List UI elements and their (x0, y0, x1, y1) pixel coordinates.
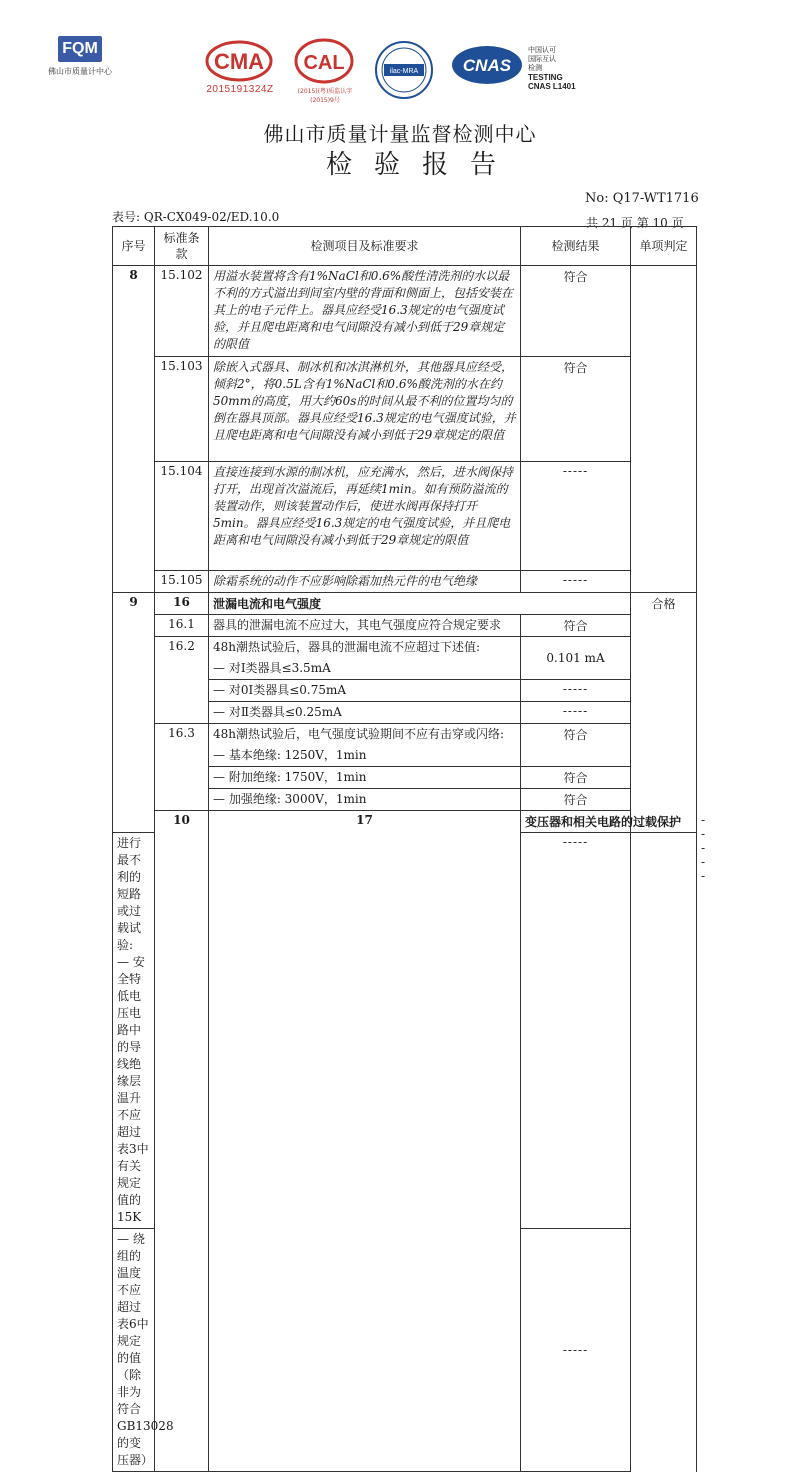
result-cell: ----- (521, 702, 631, 724)
clause-cell: 15.102 (155, 266, 209, 357)
cal-logo (294, 38, 354, 84)
section-title: 变压器和相关电路的过载保护 (521, 811, 697, 833)
clause-cell: 16.2 (155, 637, 209, 724)
item-cell: 除霜系统的动作不应影响除霜加热元件的电气绝缘 (209, 571, 521, 593)
fqm-subtitle: 佛山市质量计中心 (48, 67, 112, 76)
col-seq: 序号 (113, 227, 155, 266)
table-row (113, 266, 697, 357)
cma-logo (205, 40, 273, 82)
report-title: 检验报告 (325, 150, 518, 180)
table-row (113, 724, 697, 746)
col-clause: 标准条款 (155, 227, 209, 266)
col-item: 检测项目及标准要求 (209, 227, 521, 266)
organization-name: 佛山市质量计量监督检测中心 (263, 122, 537, 146)
cma-mark: CMA (213, 49, 265, 74)
item-cell: 直接连接到水源的制冰机，应充满水，然后，进水阀保持打开，出现首次溢流后，再延续1min。如有预防溢流的装置动作，则该装置动作后，使进水阀再保持打开5min。器具应经受16.3规定的电气强度试验，并且爬电距离和电气间隙没有减小到低于29章规定的限值 (209, 462, 521, 571)
cnas-mark: CNAS (462, 56, 512, 75)
item-cell: — 对Ⅱ类器具≤0.25mA (209, 702, 521, 724)
page-info: 共 21 页 第 10 页 (586, 216, 684, 230)
item-cell: 器具的泄漏电流不应过大，其电气强度应符合规定要求 (209, 615, 521, 637)
clause-cell: 15.105 (155, 571, 209, 593)
seq-cell: 9 (113, 593, 155, 833)
table-row (113, 462, 697, 571)
cal-number: (2015)(粤)质监认字(2015)9号 (297, 88, 353, 104)
seq-cell: 8 (113, 266, 155, 593)
seq-cell: 10 (155, 811, 209, 1472)
item-cell: — 附加绝缘: 1750V，1min (209, 767, 521, 789)
clause-cell: 16 (155, 593, 209, 615)
clause-cell: 16.3 (155, 724, 209, 811)
table-row (113, 615, 697, 637)
ilac-seal-logo (374, 40, 434, 100)
table-row (113, 593, 697, 615)
result-cell: ----- (521, 571, 631, 593)
item-cell: — 绕组的温度不应超过表6中规定的值（除非为符合GB13028的变压器） (113, 1229, 155, 1472)
item-cell: 用溢水装置将含有1%NaCl和0.6%酸性清洗剂的水以最不利的方式溢出到间室内壁的背面和侧面上，包括安装在其上的电子元件上。器具应经受16.3规定的电气强度试验，并且爬电距离和电气间隙没有减小到低于29章规定的限值 (209, 266, 521, 357)
item-cell: — 加强绝缘: 3000V，1min (209, 789, 521, 811)
fqm-logo: FQM (58, 36, 102, 62)
result-cell: 符合 (521, 357, 631, 462)
item-sub: — 安全特低电压电路中的导线绝缘层温升不应超过表3中有关规定值的15K (117, 955, 149, 1224)
result-cell: 0.101 mA (521, 637, 631, 680)
result-cell: 符合 (521, 767, 631, 789)
table-row: 10 17 变压器和相关电路的过载保护 ----- (113, 811, 697, 833)
item-intro: 进行最不利的短路或过载试验: (117, 836, 142, 952)
result-cell: ----- (521, 462, 631, 571)
seal-mark: ilac-MRA (389, 68, 419, 75)
item-cell (113, 833, 155, 1229)
result-cell: 符合 (521, 615, 631, 637)
item-cell: 48h潮热试验后，电气强度试验期间不应有击穿或闪络: (209, 724, 521, 746)
result-cell: ----- (521, 833, 631, 1229)
col-result: 检测结果 (521, 227, 631, 266)
table-row (113, 571, 697, 593)
clause-cell: 15.103 (155, 357, 209, 462)
result-cell: ----- (521, 680, 631, 702)
item-cell: — 对0Ⅰ类器具≤0.75mA (209, 680, 521, 702)
result-cell: 符合 (521, 266, 631, 357)
judgement-cell: 合格 (631, 593, 697, 833)
form-number: 表号: QR-CX049-02/ED.10.0 (112, 210, 280, 224)
item-cell: 除嵌入式器具、制冰机和冰淇淋机外，其他器具应经受，倾斜2°，将0.5L含有1%NaCl和0.6%酸洗剂的水在约50mm的高度，用大约60s的时间从最不利的位置均匀的倒在器具顶部。器具应经受16.3规定的电气强度试验，并且爬电距离和电气间隙没有减小到低于29章规定的限值 (209, 357, 521, 462)
item-cell: — 基本绝缘: 1250V，1min (209, 745, 521, 767)
clause-cell: 16.1 (155, 615, 209, 637)
item-cell: — 对Ⅰ类器具≤3.5mA (209, 658, 521, 680)
cal-mark: CAL (303, 52, 345, 74)
clause-cell: 17 (209, 811, 521, 1472)
result-cell: 符合 (521, 724, 631, 767)
table-row (113, 357, 697, 462)
section-title: 泄漏电流和电气强度 (209, 593, 631, 615)
clause-cell: 15.104 (155, 462, 209, 571)
cnas-text: 中国认可 国际互认 检测 TESTING CNAS L1401 (528, 46, 576, 91)
cnas-logo (450, 44, 524, 86)
report-number: No: Q17-WT1716 (585, 191, 699, 206)
table-header (113, 227, 697, 266)
item-cell: 48h潮热试验后，器具的泄漏电流不应超过下述值: (209, 637, 521, 659)
inspection-table (112, 226, 707, 1472)
result-cell: ----- (521, 1229, 631, 1472)
cma-number: 2015191324Z (206, 84, 274, 95)
table-row (113, 637, 697, 659)
result-cell: 符合 (521, 789, 631, 811)
judgement-cell (631, 266, 697, 593)
col-judgement: 单项判定 (631, 227, 697, 266)
